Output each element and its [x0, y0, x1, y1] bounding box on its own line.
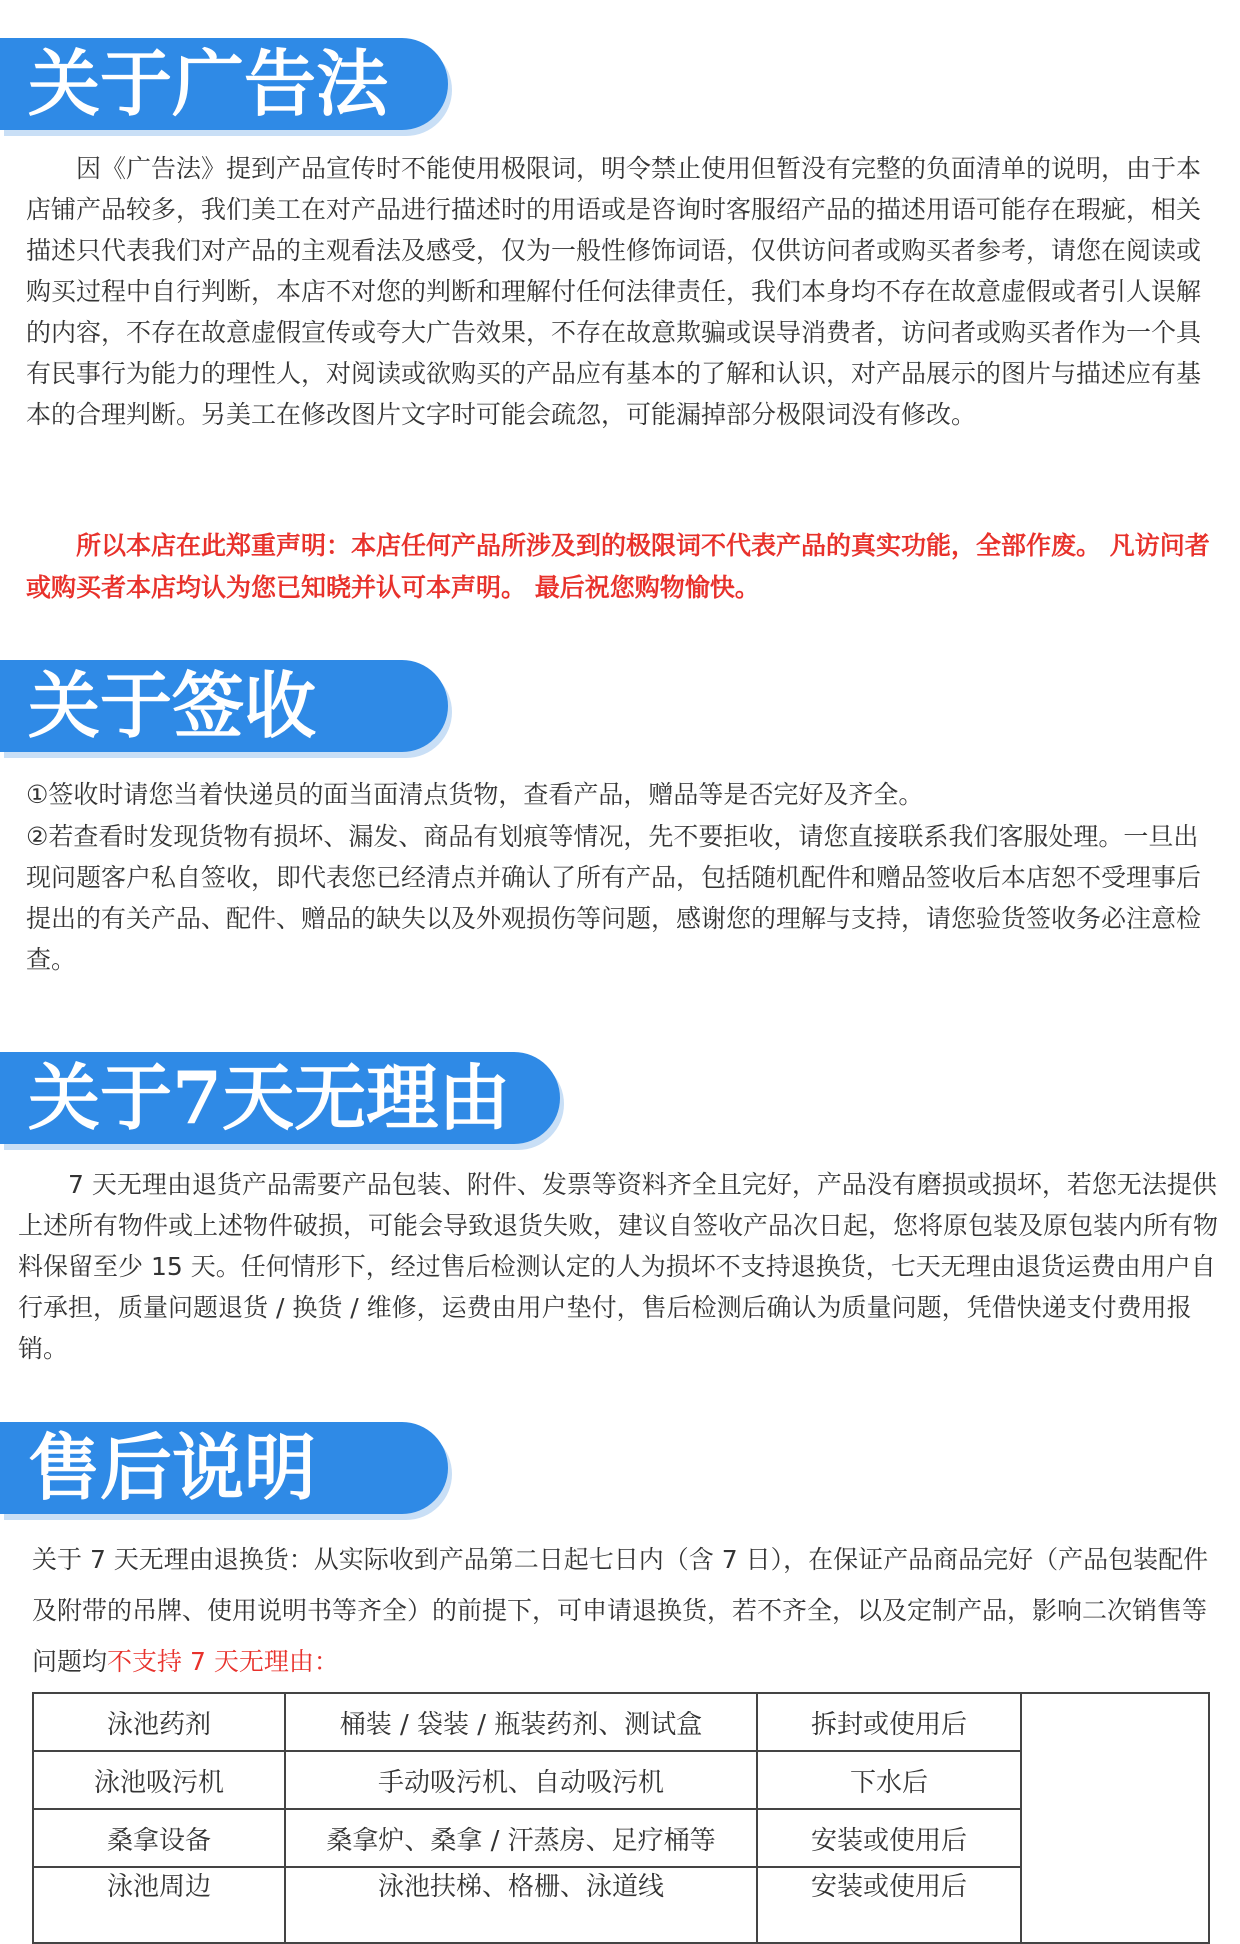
table-cell-condition: 安装或使用后	[757, 1867, 1021, 1943]
after-sales-red-note: 不支持 7 天无理由：	[107, 1647, 339, 1676]
table-cell-blank	[1021, 1693, 1209, 1943]
table-cell-condition: 安装或使用后	[757, 1809, 1021, 1867]
section-title-ad-law: 关于广告法	[28, 41, 389, 126]
ad-law-declaration: 所以本店在此郑重声明：本店任何产品所涉及到的极限词不代表产品的真实功能，全部作废。 凡访问者或购买者本店均认为您已知晓并认可本声明。 最后祝您购物愉快。	[26, 531, 1210, 602]
sign-item-2: ②若查看时发现货物有损坏、漏发、商品有划痕等情况，先不要拒收，请您直接联系我们客服处理。一旦出现问题客户私自签收，即代表您已经清点并确认了所有产品，包括随机配件和赠品签收后本店恕不受理事后提出的有关产品、配件、赠品的缺失以及外观损伤等问题，感谢您的理解与支持，请您验货签收务必注意检查。	[26, 822, 1202, 974]
seven-day-body: 7 天无理由退货产品需要产品包装、附件、发票等资料齐全且完好，产品没有磨损或损坏，若您无法提供上述所有物件或上述物件破损，可能会导致退货失败，建议自签收产品次日起，您将原包装及原包装内所有物料保留至少 15 天。任何情形下，经过售后检测认定的人为损坏不支持退换货，七天无理由退货运费由用户自行承担，质量问题退货 / 换货 / 维修，运费由用户垫付，售后检测后确认为质量问题，凭借快递支付费用报销。	[18, 1170, 1219, 1363]
table-cell-items: 桶装 / 袋装 / 瓶装药剂、测试盒	[285, 1693, 757, 1751]
table-row	[33, 1693, 1209, 1751]
section-banner-seven-day	[0, 1052, 560, 1144]
section-title-seven-day: 关于7天无理由	[28, 1055, 511, 1140]
ad-law-body: 因《广告法》提到产品宣传时不能使用极限词，明令禁止使用但暂没有完整的负面清单的说明，由于本店铺产品较多，我们美工在对产品进行描述时的用语或是咨询时客服绍产品的描述用语可能存在瑕疵，相关描述只代表我们对产品的主观看法及感受，仅为一般性修饰词语，仅供访问者或购买者参考，请您在阅读或购买过程中自行判断，本店不对您的判断和理解付任何法律责任，我们本身均不存在故意虚假或者引人误解的内容，不存在故意虚假宣传或夸大广告效果，不存在故意欺骗或误导消费者，访问者或购买者作为一个具有民事行为能力的理性人，对阅读或欲购买的产品应有基本的了解和认识，对产品展示的图片与描述应有基本的合理判断。另美工在修改图片文字时可能会疏忽，可能漏掉部分极限词没有修改。	[26, 154, 1202, 429]
table-cell-category: 泳池周边	[33, 1867, 285, 1943]
table-cell-items: 手动吸污机、自动吸污机	[285, 1751, 757, 1809]
table-cell-items: 泳池扶梯、格栅、泳道线	[285, 1867, 757, 1943]
table-cell-category: 桑拿设备	[33, 1809, 285, 1867]
table-cell-category: 泳池药剂	[33, 1693, 285, 1751]
table-cell-condition: 下水后	[757, 1751, 1021, 1809]
section-banner-ad-law	[0, 38, 448, 130]
table-cell-items: 桑拿炉、桑拿 / 汗蒸房、足疗桶等	[285, 1809, 757, 1867]
section-banner-after-sales	[0, 1422, 448, 1514]
after-sales-text: 关于 7 天无理由退换货：从实际收到产品第二日起七日内（含 7 日），在保证产品商品完好（产品包装配件及附带的吊牌、使用说明书等齐全）的前提下，可申请退换货，若不齐全，以及定制产品，影响二次销售等问题均	[32, 1545, 1209, 1676]
table-cell-condition: 拆封或使用后	[757, 1693, 1021, 1751]
section-banner-sign	[0, 660, 448, 752]
table-cell-category: 泳池吸污机	[33, 1751, 285, 1809]
sign-item-1: ①签收时请您当着快递员的面当面清点货物，查看产品，赠品等是否完好及齐全。	[26, 780, 924, 809]
non-returnable-table	[32, 1692, 1210, 1944]
after-sales-body	[32, 1534, 1218, 1687]
section-title-after-sales: 售后说明	[28, 1425, 317, 1510]
section-title-sign: 关于签收	[28, 663, 317, 748]
